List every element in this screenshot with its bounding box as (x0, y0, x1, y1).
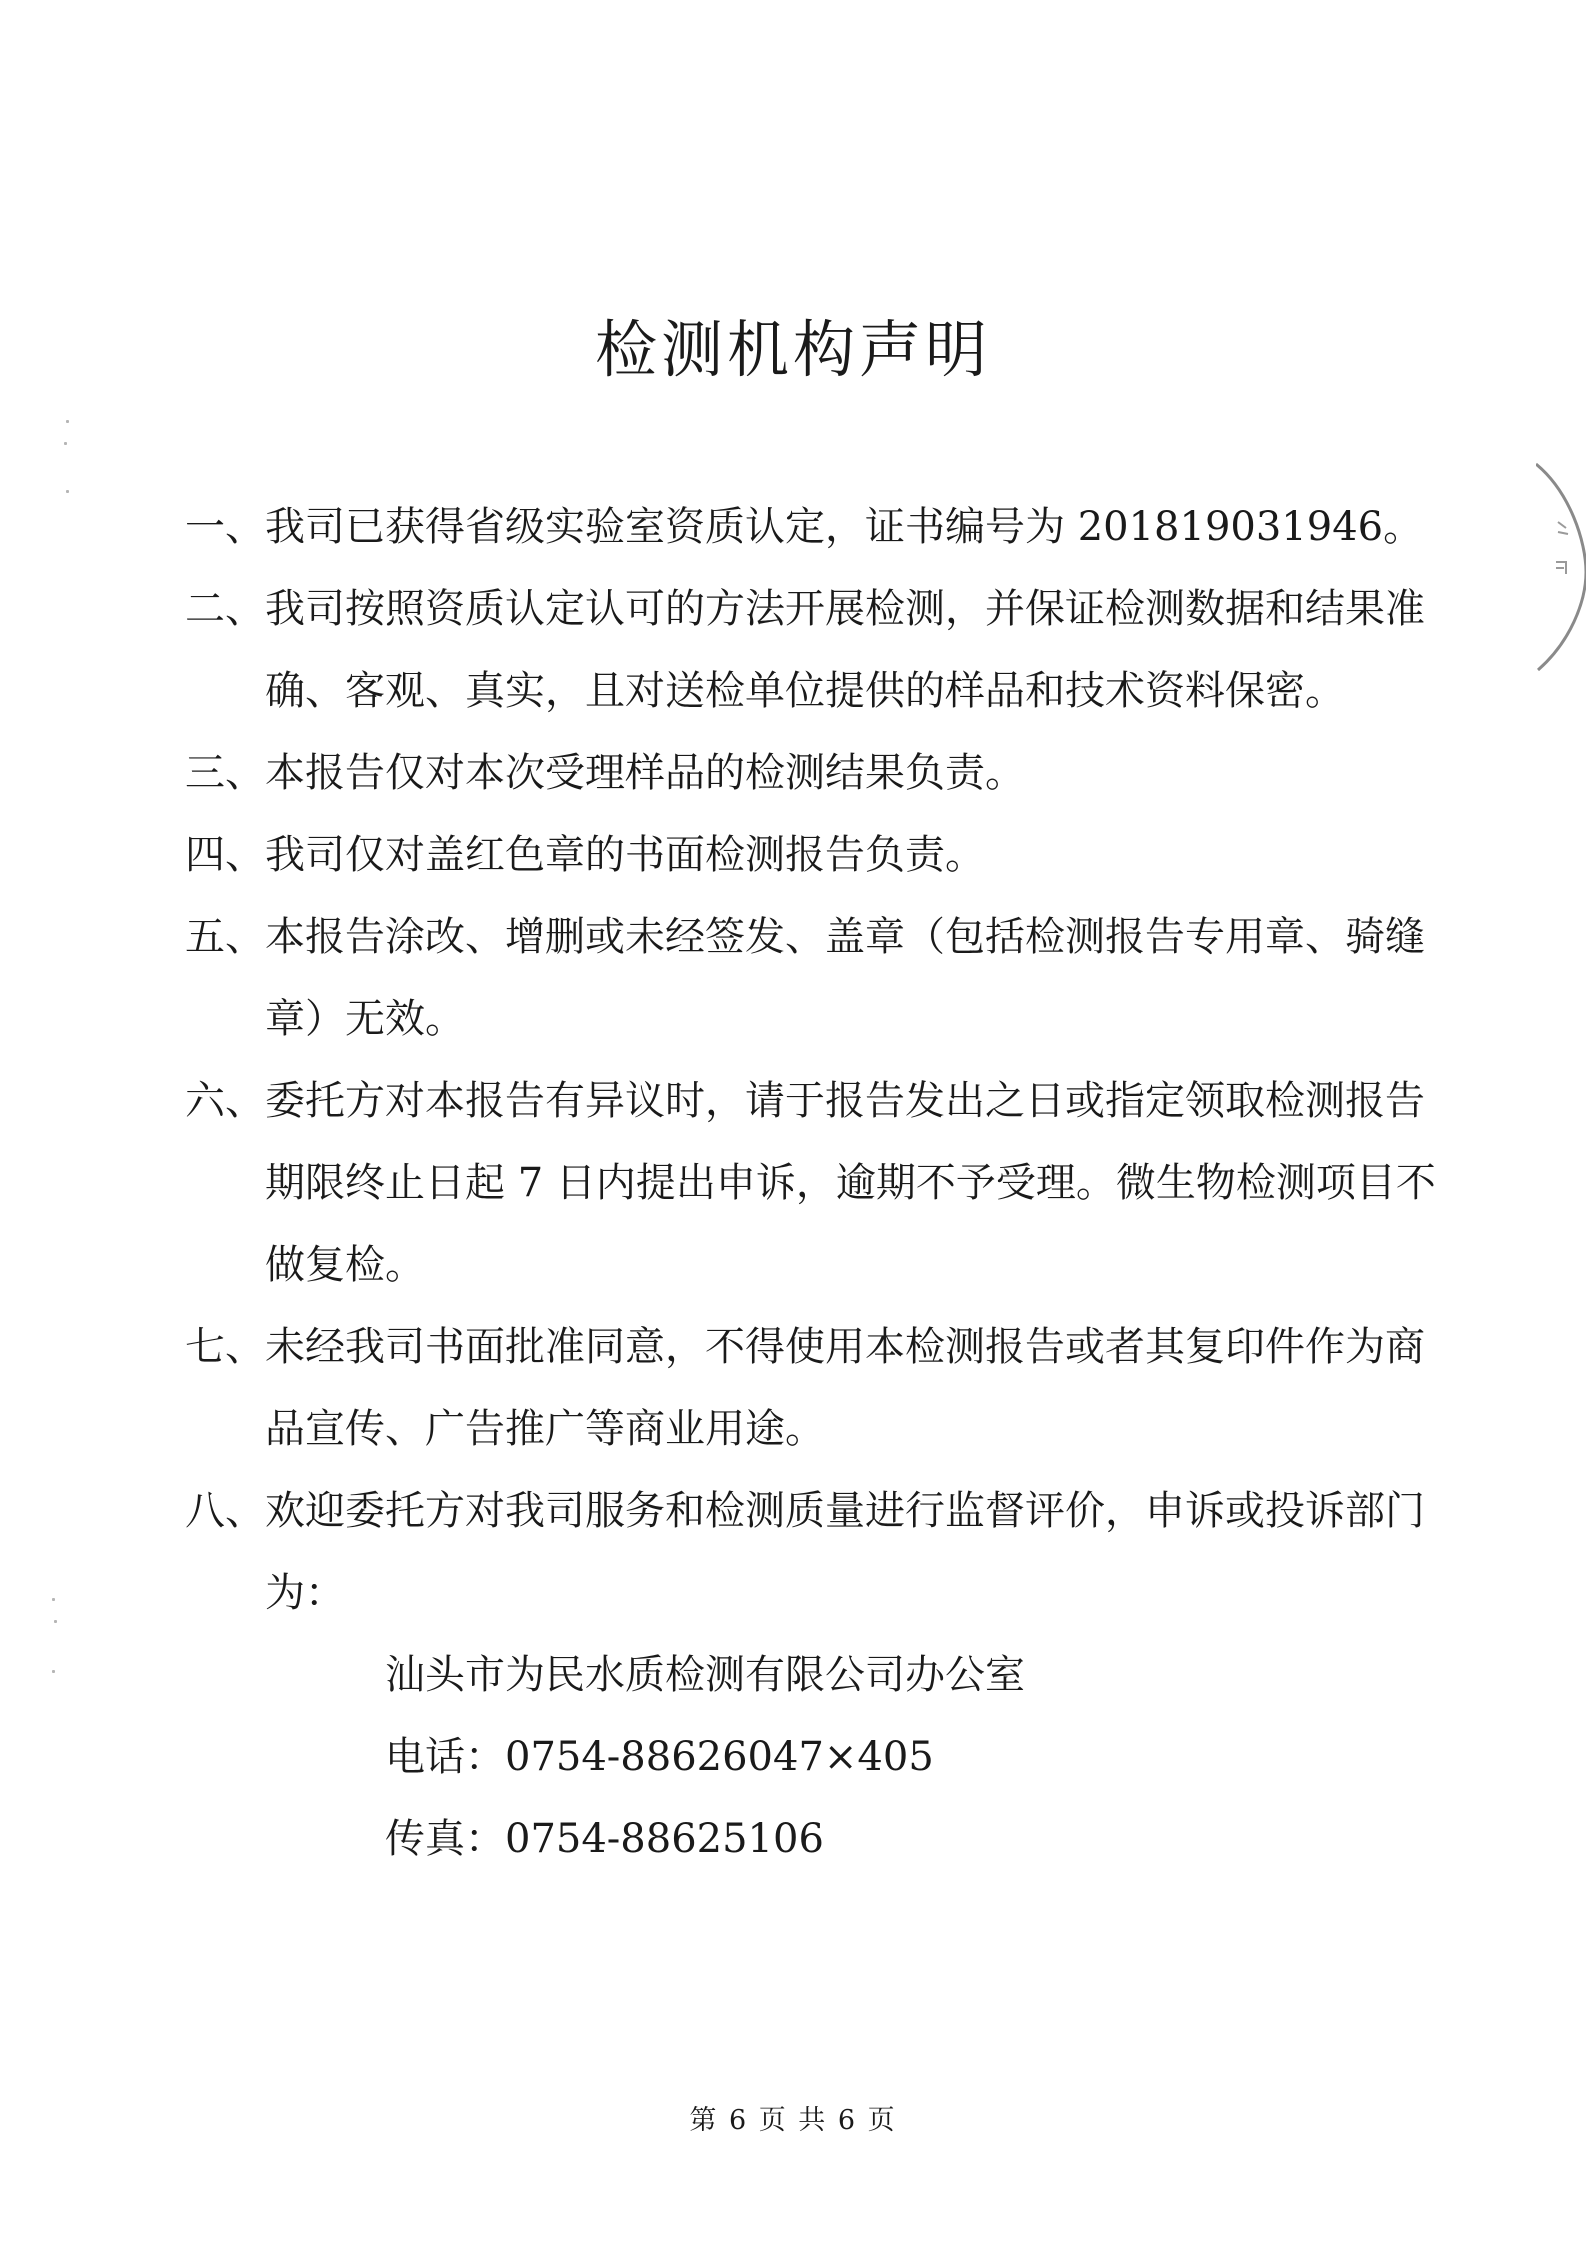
contact-phone: 电话：0754-88626047×405 (385, 1734, 934, 1780)
item-number: 六、 (185, 1078, 265, 1124)
item-text: 为： (265, 1570, 345, 1616)
item-text: 委托方对本报告有异议时，请于报告发出之日或指定领取检测报告 (265, 1078, 1425, 1124)
item-text: 我司按照资质认定认可的方法开展检测，并保证检测数据和结果准 (265, 586, 1425, 632)
item-text: 做复检。 (265, 1242, 425, 1288)
contact-office: 汕头市为民水质检测有限公司办公室 (385, 1652, 1025, 1698)
item-text: 欢迎委托方对我司服务和检测质量进行监督评价，申诉或投诉部门 (265, 1488, 1425, 1534)
contact-fax: 传真：0754-88625106 (385, 1816, 824, 1862)
scan-speck (54, 1620, 57, 1623)
scan-speck (66, 420, 69, 423)
item-text: 确、客观、真实，且对送检单位提供的样品和技术资料保密。 (265, 668, 1345, 714)
contact-block (385, 1634, 1025, 1880)
item-number: 五、 (185, 914, 265, 960)
statement-item-4 (185, 814, 1445, 896)
statement-item-6 (185, 1060, 1445, 1306)
item-number: 三、 (185, 750, 265, 796)
scan-speck (52, 1598, 55, 1601)
item-text: 期限终止日起 7 日内提出申诉，逾期不予受理。微生物检测项目不 (265, 1160, 1436, 1206)
page-title: 检测机构声明 (594, 313, 991, 386)
statement-item-3 (185, 732, 1445, 814)
seam-stamp-fragment (1536, 462, 1586, 672)
item-text: 未经我司书面批准同意，不得使用本检测报告或者其复印件作为商 (265, 1324, 1425, 1370)
statement-item-2 (185, 568, 1445, 732)
item-text: 我司仅对盖红色章的书面检测报告负责。 (265, 832, 985, 878)
statement-item-7 (185, 1306, 1445, 1470)
statement-item-8 (185, 1470, 1445, 1634)
item-number: 二、 (185, 586, 265, 632)
item-text: 品宣传、广告推广等商业用途。 (265, 1406, 825, 1452)
item-text: 章）无效。 (265, 996, 465, 1042)
item-number: 一、 (185, 504, 265, 550)
statement-item-5 (185, 896, 1445, 1060)
statement-item-1 (185, 486, 1445, 568)
item-number: 八、 (185, 1488, 265, 1534)
item-number: 七、 (185, 1324, 265, 1370)
page-footer: 第 6 页 共 6 页 (689, 2105, 897, 2136)
scan-speck (66, 490, 69, 493)
item-text: 我司已获得省级实验室资质认定，证书编号为 201819031946。 (265, 504, 1424, 550)
scan-speck (64, 442, 67, 445)
item-number: 四、 (185, 832, 265, 878)
scan-speck (52, 1670, 55, 1673)
item-text: 本报告仅对本次受理样品的检测结果负责。 (265, 750, 1025, 796)
item-text: 本报告涂改、增删或未经签发、盖章（包括检测报告专用章、骑缝 (265, 914, 1425, 960)
